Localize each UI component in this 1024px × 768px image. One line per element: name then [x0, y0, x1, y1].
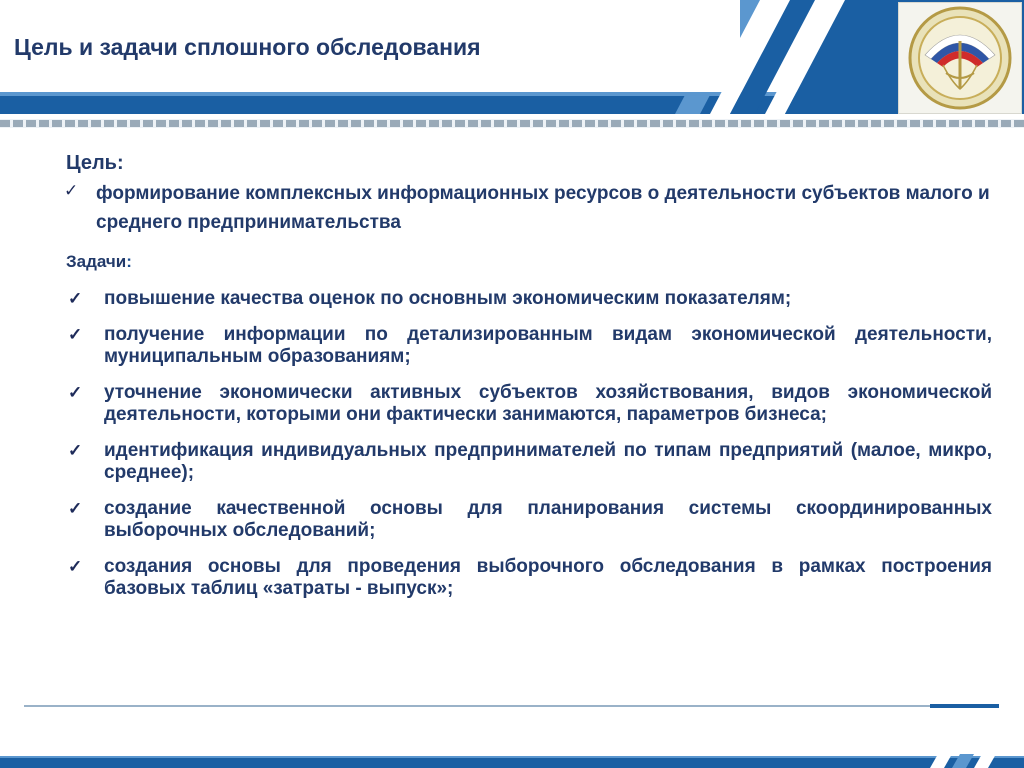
- tasks-label-colon: :: [126, 252, 132, 271]
- task-text: получение информации по детализированным видам экономической деятельности, муниципальным образованиям;: [104, 324, 992, 367]
- task-item: [68, 556, 992, 600]
- task-text: идентификация индивидуальных предпринимателей по типам предприятий (малое, микро, среднее);: [104, 440, 992, 483]
- footer-band: [0, 754, 1024, 768]
- footer-divider: [24, 705, 999, 707]
- task-item: [68, 324, 992, 368]
- task-item: [68, 382, 992, 426]
- checkmark-icon: ✓: [68, 325, 83, 344]
- task-item: [68, 440, 992, 484]
- emblem: [898, 2, 1022, 114]
- tasks-label: [66, 252, 132, 272]
- divider: [0, 119, 1024, 128]
- checkmark-icon: ✓: [68, 441, 83, 460]
- task-text: уточнение экономически активных субъектов хозяйствования, видов экономической деятельности, которыми они фактически занимаются, параметров бизнеса;: [104, 382, 992, 425]
- task-item: [68, 288, 992, 310]
- checkmark-icon: ✓: [68, 557, 83, 576]
- checkmark-icon: ✓: [68, 499, 83, 518]
- goal-text: формирование комплексных информационных ресурсов о деятельности субъектов малого и среднего предпринимательства: [96, 183, 990, 233]
- task-list: [68, 288, 992, 614]
- emblem-icon: [899, 3, 1021, 113]
- page-title: Цель и задачи сплошного обследования: [14, 34, 481, 60]
- tasks-label-text: Задачи: [66, 252, 127, 271]
- checkmark-icon: ✓: [64, 181, 79, 200]
- checkmark-icon: ✓: [68, 289, 83, 308]
- checkmark-icon: ✓: [68, 383, 83, 402]
- task-text: повышение качества оценок по основным экономическим показателям;: [104, 288, 792, 309]
- goal-label: Цель:: [66, 152, 124, 174]
- task-text: создания основы для проведения выборочного обследования в рамках построения базовых таблиц «затраты - выпуск»;: [104, 556, 992, 599]
- task-text: создание качественной основы для планирования системы скоординированных выборочных обследований;: [104, 498, 992, 541]
- footer-accent: [930, 704, 999, 708]
- task-item: [68, 498, 992, 542]
